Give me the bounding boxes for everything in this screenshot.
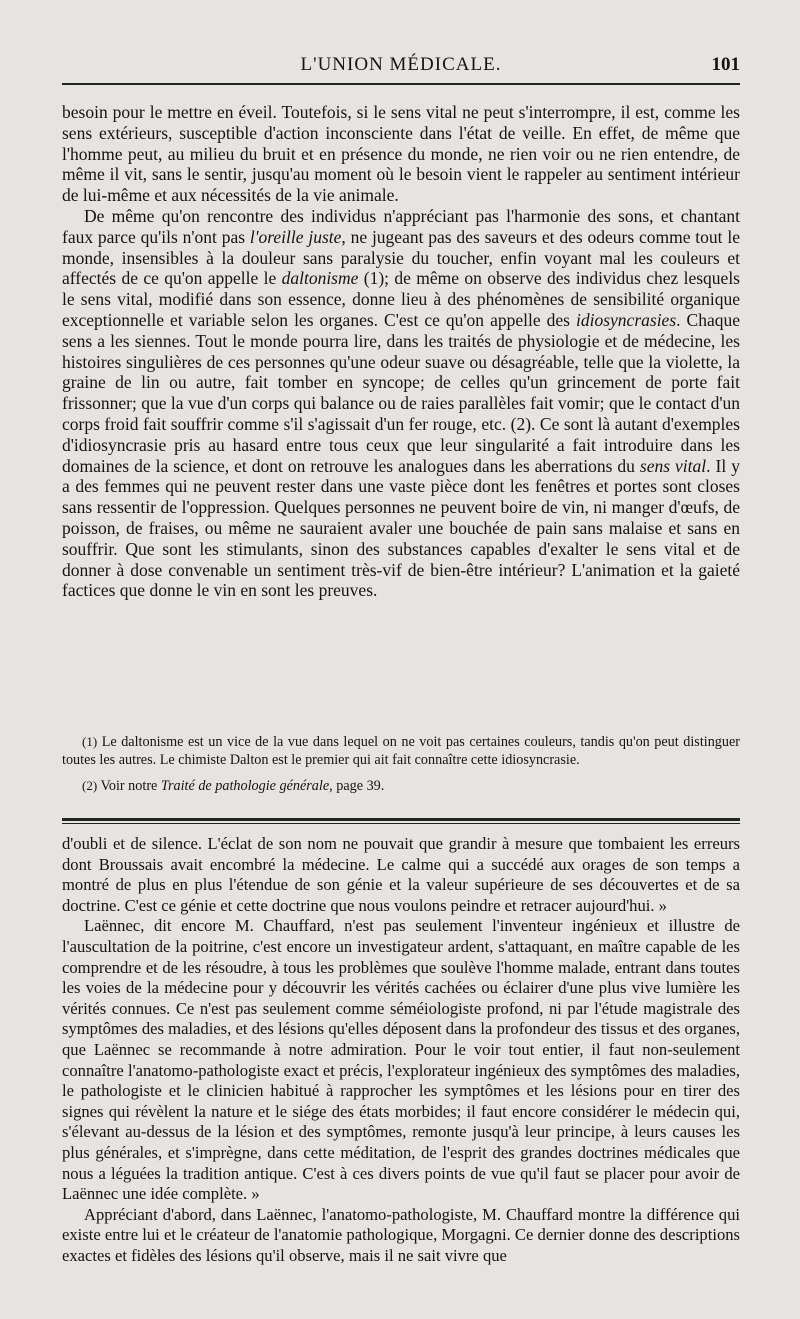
header-rule xyxy=(62,83,740,85)
paragraph-sens-vital: besoin pour le mettre en éveil. Toutefois, si le sens vital ne peut s'interrompre, il est, comme les sens extérieurs, susceptible d'action inconsciente dans l'état de veille. En effet, de même que l'homme peut, au milieu du bruit et en présence du monde, ne rien voir ou ne rien entendre, de même il vit, sans le sentir, jusqu'au moment où le besoin vient le rappeler au sentiment intérieur de lui-même et aux nécessités de la vie animale. xyxy=(62,102,740,206)
italic-term-oreille-juste: l'oreille juste xyxy=(249,226,342,247)
footnote-1 xyxy=(62,733,740,769)
divider-thick-rule xyxy=(62,818,740,821)
footnote-text: , page 39. xyxy=(329,778,385,794)
footnote-text: Voir notre xyxy=(97,778,161,794)
divider-thin-rule xyxy=(62,823,740,824)
lower-article-column xyxy=(62,834,740,1266)
text-run: (1); de même on observe des individus chez lesquels le sens vital, modifié dans son essence, donne lieu à des phénomènes de sensibilité organique exceptionnelle et variable selon les organes. C'est ce qu'on appelle des xyxy=(62,268,740,330)
page-number: 101 xyxy=(711,54,740,75)
italic-term-sens-vital: sens vital xyxy=(639,455,707,476)
paragraph-continuation: d'oubli et de silence. L'éclat de son nom ne pouvait que grandir à mesure que tombaient les erreurs dont Broussais avait encombré la médecine. Le calme qui a succédé aux orages de son temps a montré de plus en plus l'étendue de son génie et la valeur supérieure de ses découvertes et de sa doctrine. C'est ce génie et cette doctrine que nous voulons peindre et retracer aujourd'hui. » xyxy=(62,834,740,915)
paragraph-idiosyncrasies xyxy=(62,206,740,601)
footnote-text: Le daltonisme est un vice de la vue dans lequel on ne voit pas certaines couleurs, tandis qu'on peut distinguer toutes les autres. Le chimiste Dalton est le premier qui ait fait connaître cette idiosyncrasie. xyxy=(62,734,740,768)
footnote-marker: (1) xyxy=(82,734,98,749)
upper-article-column xyxy=(62,102,740,601)
text-run: . Il y a des femmes qui ne peuvent rester dans une vaste pièce dont les fenêtres et portes sont closes sans ressentir de l'oppression. Quelques personnes ne peuvent boire de vin, ni manger d'œufs, de poisson, de fraises, ou même ne sauraient avaler une bouchée de pain sans malaise et sans en souffrir. Que sont les stimulants, sinon des substances capables d'exalter le sens vital et de donner à dose convenable un sentiment très-vif de bien-être intérieur? L'animation et la gaieté factices que donne le vin en sont les preuves. xyxy=(62,455,740,601)
paragraph-laennec: Laënnec, dit encore M. Chauffard, n'est pas seulement l'inventeur ingénieux et illustre de l'auscultation de la poitrine, c'est encore un investigateur ardent, s'attaquant, en maître capable de les comprendre et de les résoudre, à tous les problèmes que soulève l'homme malade, entrant dans toutes les voies de la médecine pour y découvrir les vérités cachées ou éclairer d'une plus vive lumière les vérités connues. Ce n'est pas seulement comme séméiologiste profond, ni par l'étude magistrale des symptômes des maladies, et des lésions qu'elles déposent dans la profondeur des tissus et des organes, que Laënnec se recommande à notre admiration. Pour le voir tout entier, il faut non-seulement connaître l'anatomo-pathologiste exact et précis, l'explorateur ingénieux des symptômes des maladies, le pathologiste et le clinicien habitué à rapprocher les symptômes et les lésions pour en tirer des signes qui révèlent la nature et le siége des états morbides; il faut encore considérer le médecin qui, s'élevant au-dessus de la lésion et des symptômes, remonte jusqu'à leur principe, à leurs causes les plus générales, et s'imprègne, dans cette méditation, de l'esprit des grandes doctrines médicales que nous a léguées la tradition antique. C'est à ces divers points de vue qu'il faut se placer pour avoir de Laënnec une idée complète. » xyxy=(62,916,740,1204)
italic-term-daltonisme: daltonisme xyxy=(281,268,359,289)
footnote-book-title: Traité de pathologie générale xyxy=(160,778,330,794)
page-header xyxy=(62,50,740,86)
section-divider xyxy=(62,818,740,826)
paragraph-chauffard: Appréciant d'abord, dans Laënnec, l'anatomo-pathologiste, M. Chauffard montre la différence qui existe entre lui et le créateur de l'anatomie pathologique, Morgagni. Ce dernier donne des descriptions exactes et fidèles des lésions qu'il observe, mais il ne sait vivre que xyxy=(62,1204,740,1265)
footnote-marker: (2) xyxy=(82,778,98,793)
footnotes xyxy=(62,733,740,796)
running-title: L'UNION MÉDICALE. xyxy=(300,54,502,75)
footnote-2 xyxy=(62,777,740,796)
text-run: De même qu'on rencontre des individus n'appréciant pas l'harmonie des sons, et chantant faux parce qu'ils n'ont pas xyxy=(62,205,740,247)
italic-term-idiosyncrasies: idiosyncrasies xyxy=(576,309,677,330)
text-run: . Chaque sens a les siennes. Tout le monde pourra lire, dans les traités de physiologie et de médecine, les histoires singulières de ces personnes qu'une odeur suave ou désagréable, telle que la violette, la graine de lin ou autre, fait tomber en syncope; de celles qu'un grincement de porte fait frissonner; que la vue d'un corps qui balance ou de raies parallèles fait vomir; que le contact d'un corps froid fait souffrir comme s'il s'agissait d'un fer rouge, etc. (2). Ce sont là autant d'exemples d'idiosyncrasie pris au hasard entre tous ceux que leur singularité a fait introduire dans les domaines de la science, et dont on retrouve les analogues dans les aberrations du xyxy=(62,309,740,476)
text-run: , ne jugeant pas des saveurs et des odeurs comme tout le monde, insensibles à la douleur sans paralysie du toucher, enfin voyant mal les couleurs et affectés de ce qu'on appelle le xyxy=(62,226,740,289)
